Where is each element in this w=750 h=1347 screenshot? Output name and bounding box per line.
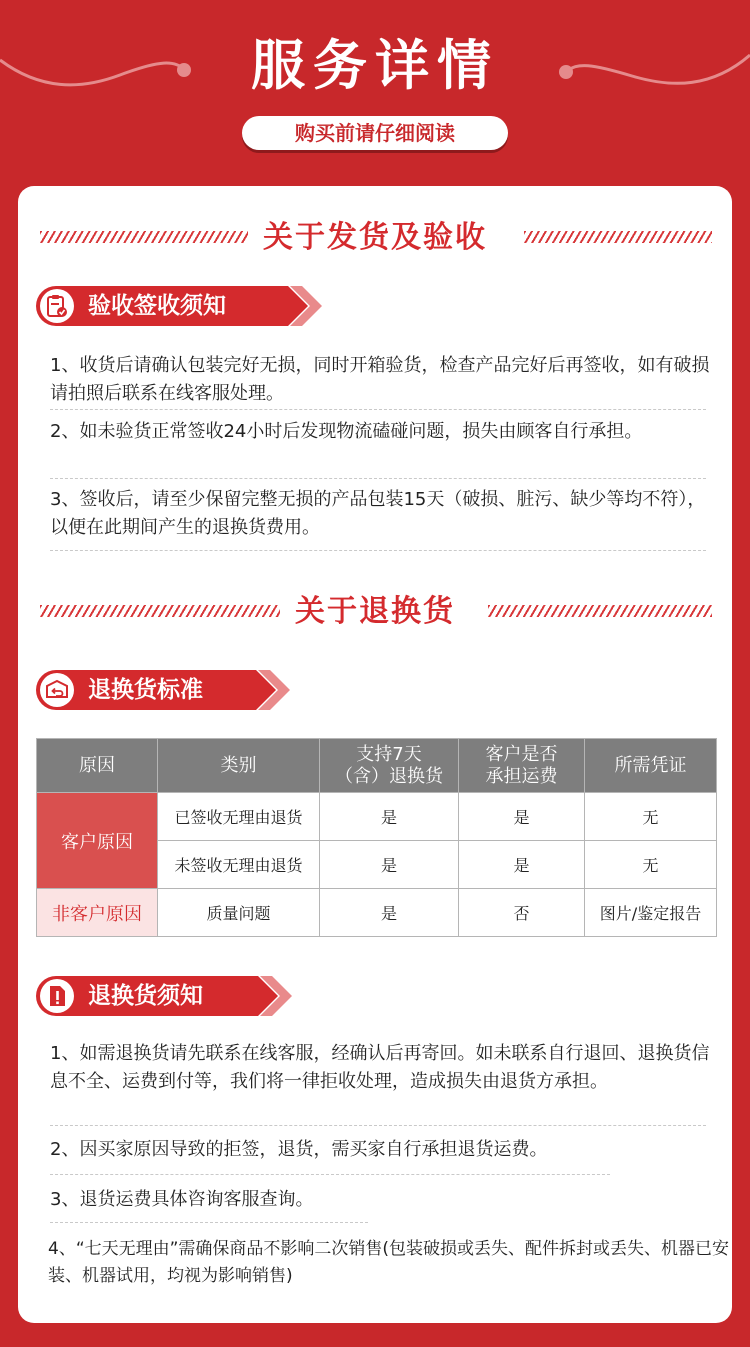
- page-title: 服务详情: [251, 34, 499, 97]
- badge-chevron: [238, 976, 298, 1016]
- list-item: 1、如需退换货请先联系在线客服，经确认后再寄回。如未联系自行退回、退换货信息不全、运费到付等，我们将一律拒收处理，造成损失由退货方承担。: [50, 1043, 710, 1092]
- list-item: 2、因买家原因导致的拒签，退货，需买家自行承担退货运费。: [50, 1139, 548, 1160]
- table-cell: 是: [320, 841, 459, 889]
- table-header: 支持7天 （含）退换货: [320, 739, 459, 793]
- list-item: 3、签收后，请至少保留完整无损的产品包装15天（破损、脏污、缺少等均不符），以便在此期间产生的退换货费用。: [50, 489, 706, 538]
- group-non-customer-reason: 非客户原因: [37, 889, 158, 937]
- list-item: 3、退货运费具体咨询客服查询。: [50, 1189, 314, 1210]
- table-cell: 是: [459, 793, 585, 841]
- table-header: 客户是否 承担运费: [459, 739, 585, 793]
- table-row: [37, 793, 717, 841]
- table-cell: 未签收无理由退货: [158, 841, 320, 889]
- table-cell: 质量问题: [158, 889, 320, 937]
- hatch-right: [488, 605, 712, 617]
- section-title-returns: [18, 590, 732, 634]
- badge-inspection: [36, 286, 308, 326]
- table-cell: 无: [585, 793, 717, 841]
- list-item: 4、“七天无理由”需确保商品不影响二次销售(包装破损或丢失、配件拆封或丢失、机器已安装、机器试用，均视为影响销售): [48, 1239, 730, 1286]
- table-cell: 图片/鉴定报告: [585, 889, 717, 937]
- table-row: [37, 889, 717, 937]
- group-customer-reason: 客户原因: [37, 793, 158, 889]
- table-header: 原因: [37, 739, 158, 793]
- badge-return-standard: [36, 670, 296, 710]
- section-title-text: 关于发货及验收: [263, 220, 487, 255]
- table-header-row: [37, 739, 717, 793]
- table-cell: 是: [320, 889, 459, 937]
- table-cell: 否: [459, 889, 585, 937]
- clipboard-check-icon: [40, 289, 74, 323]
- list-item: 2、如未验货正常签收24小时后发现物流磕碰问题，损失由顾客自行承担。: [50, 421, 643, 442]
- table-cell: 无: [585, 841, 717, 889]
- table-header: 所需凭证: [585, 739, 717, 793]
- badge-label: 验收签收须知: [88, 293, 226, 319]
- badge-return-notice: [36, 976, 300, 1016]
- exclamation-icon: [40, 979, 74, 1013]
- table-header: 类别: [158, 739, 320, 793]
- header: [0, 0, 750, 186]
- table-cell: 是: [320, 793, 459, 841]
- content-card: [18, 186, 732, 1323]
- badge-chevron: [268, 286, 328, 326]
- subtitle-pill: 购买前请仔细阅读: [242, 116, 508, 150]
- table-cell: 是: [459, 841, 585, 889]
- badge-label: 退换货标准: [88, 677, 203, 703]
- list-item: 1、收货后请确认包装完好无损，同时开箱验货，检查产品完好后再签收，如有破损请拍照后联系在线客服处理。: [50, 355, 710, 404]
- return-box-icon: [40, 673, 74, 707]
- badge-chevron: [236, 670, 296, 710]
- badge-label: 退换货须知: [88, 983, 203, 1009]
- hatch-right: [524, 231, 712, 243]
- section-title-text: 关于退换货: [295, 594, 455, 629]
- table-cell: 已签收无理由退货: [158, 793, 320, 841]
- return-standard-table: [36, 738, 717, 937]
- section-title-shipping: [18, 216, 732, 260]
